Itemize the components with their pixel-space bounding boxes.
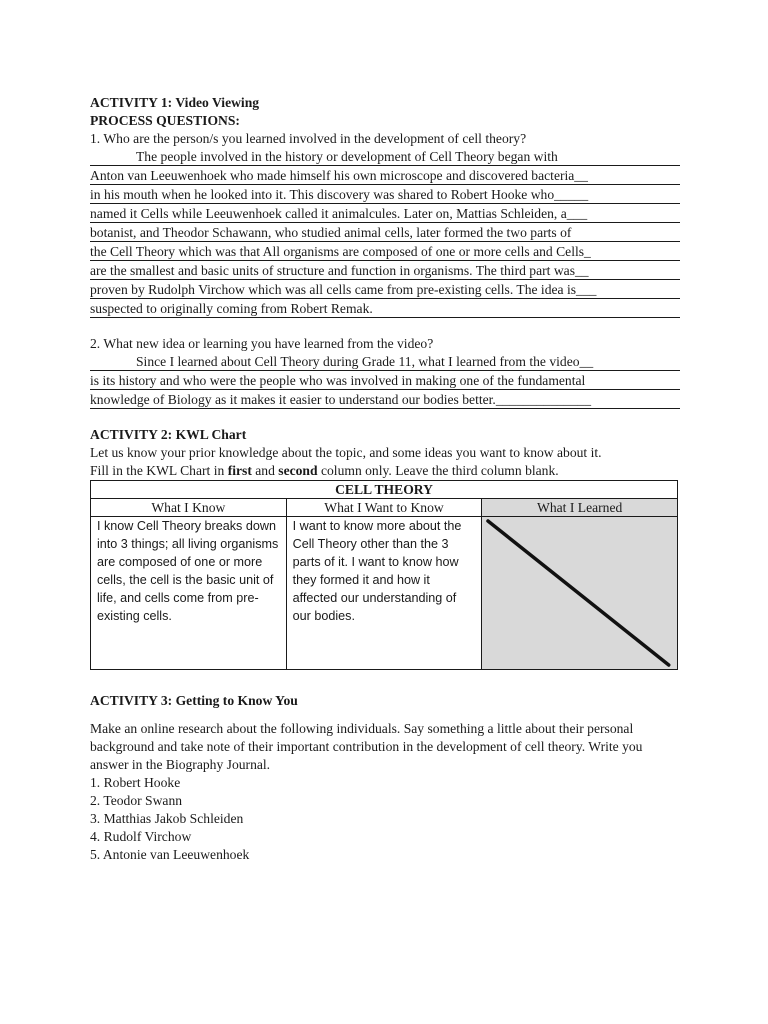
answer-2 [90, 353, 680, 409]
question-2: 2. What new idea or learning you have learned from the video? [90, 336, 434, 351]
kwl-header-learned: What I Learned [482, 499, 678, 517]
kwl-header-want: What I Want to Know [286, 499, 482, 517]
kwl-know-cell[interactable] [91, 517, 287, 670]
instr-second: second [278, 463, 318, 478]
instr-post: column only. Leave the third column blank. [317, 463, 559, 478]
question-1: 1. Who are the person/s you learned involved in the development of cell theory? [90, 131, 527, 146]
process-questions-heading: PROCESS QUESTIONS: [90, 113, 240, 128]
answer-2-line: Since I learned about Cell Theory during Grade 11, what I learned from the video__ [90, 353, 680, 371]
activity2-instructions [90, 462, 680, 480]
list-item: 4. Rudolf Virchow [90, 829, 192, 844]
kwl-chart [90, 480, 678, 670]
kwl-header-know: What I Know [91, 499, 287, 517]
answer-1-line: Anton van Leeuwenhoek who made himself his own microscope and discovered bacteria__ [90, 167, 680, 185]
activity2-intro: Let us know your prior knowledge about the topic, and some ideas you want to know about it. [90, 445, 602, 460]
answer-1-line: are the smallest and basic units of structure and function in organisms. The third part was__ [90, 262, 680, 280]
list-item: 2. Teodor Swann [90, 793, 183, 808]
activity3-title: ACTIVITY 3: Getting to Know You [90, 693, 298, 708]
kwl-title: CELL THEORY [91, 481, 678, 499]
answer-2-line: knowledge of Biology as it makes it easier to understand our bodies better.______________ [90, 391, 680, 409]
instr-and: and [251, 463, 279, 478]
instr-pre: Fill in the KWL Chart in [90, 463, 228, 478]
answer-2-line: is its history and who were the people who was involved in making one of the fundamental [90, 372, 680, 390]
activity2-title: ACTIVITY 2: KWL Chart [90, 427, 247, 442]
kwl-want-cell[interactable] [286, 517, 482, 670]
worksheet-page [90, 94, 680, 864]
kwl-know-text: I know Cell Theory breaks down into 3 things; all living organisms are composed of one or more cells, the cell is the basic unit of life, and cells come from pre-existing cells. [97, 519, 279, 623]
list-item: 1. Robert Hooke [90, 775, 181, 790]
list-item: 3. Matthias Jakob Schleiden [90, 811, 244, 826]
answer-1-line: the Cell Theory which was that All organisms are composed of one or more cells and Cells_ [90, 243, 680, 261]
individuals-list [90, 774, 680, 864]
answer-1-line: in his mouth when he looked into it. This discovery was shared to Robert Hooke who_____ [90, 186, 680, 204]
instr-first: first [227, 463, 252, 478]
answer-1-line: The people involved in the history or development of Cell Theory began with [90, 148, 680, 166]
diagonal-strike-line [482, 517, 677, 669]
activity1-title: ACTIVITY 1: Video Viewing [90, 95, 260, 110]
list-item: 5. Antonie van Leeuwenhoek [90, 847, 250, 862]
answer-1-line: named it Cells while Leeuwenhoek called it animalcules. Later on, Mattias Schleiden, a___ [90, 205, 680, 223]
answer-1 [90, 148, 680, 318]
answer-1-line: suspected to originally coming from Robert Remak. [90, 300, 680, 318]
answer-1-line: proven by Rudolph Virchow which was all cells came from pre-existing cells. The idea is___ [90, 281, 680, 299]
kwl-learned-cell [482, 517, 678, 670]
answer-1-line: botanist, and Theodor Schawann, who studied animal cells, later formed the two parts of [90, 224, 680, 242]
activity3-intro: Make an online research about the following individuals. Say something a little about their personal background and take note of their important contribution in the development of cell theory. Write you answer in the Biography Journal. [90, 721, 643, 772]
kwl-want-text: I want to know more about the Cell Theory other than the 3 parts of it. I want to know how they formed it and how it affected our understanding of our bodies. [292, 519, 462, 623]
